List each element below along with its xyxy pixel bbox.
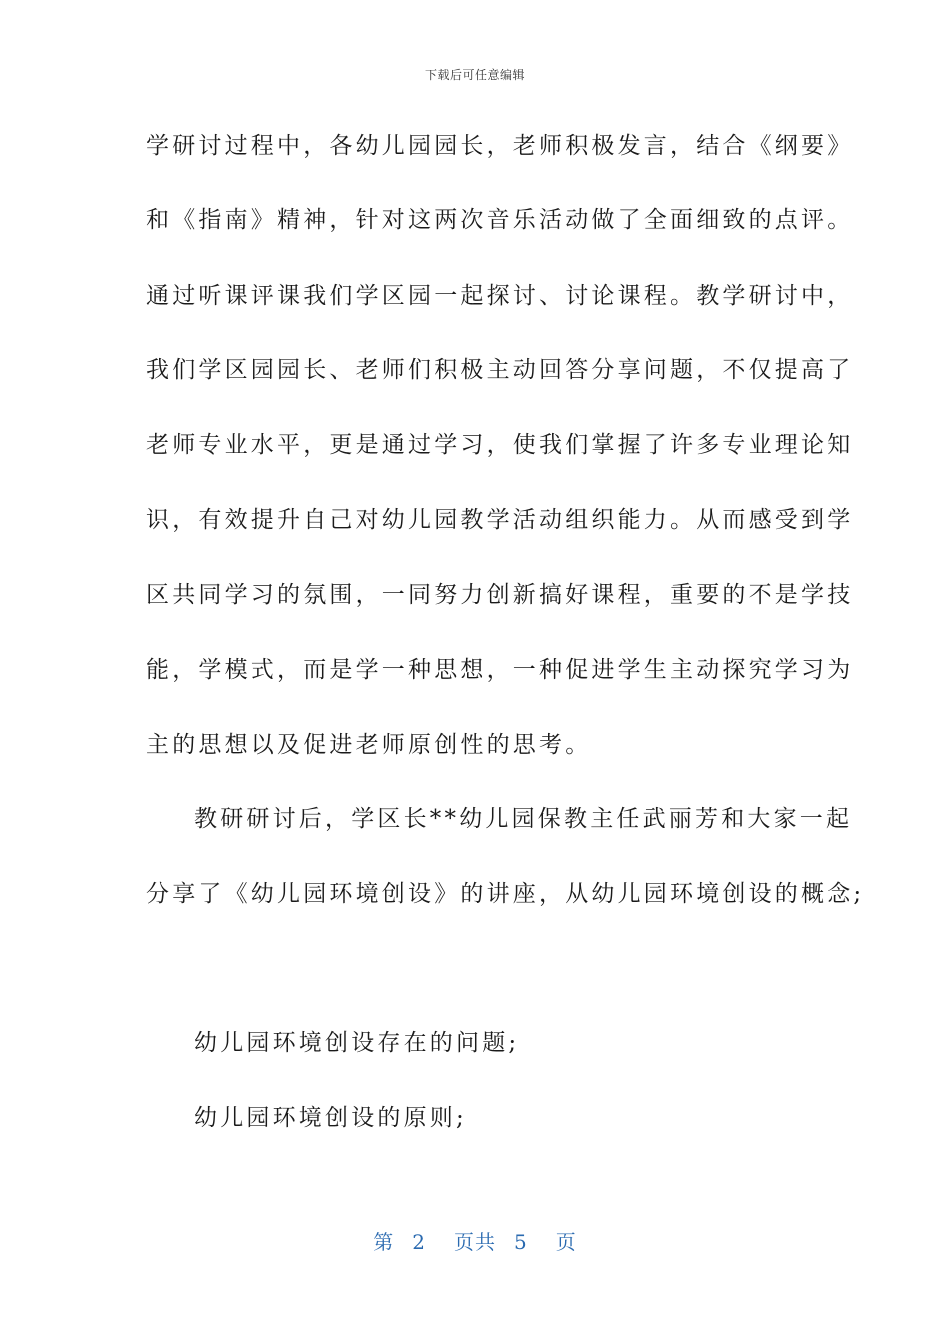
body-line: 主的思想以及促进老师原创性的思考。 [146, 732, 592, 758]
body-line: 我们学区园园长、老师们积极主动回答分享问题，不仅提高了 [146, 357, 854, 383]
body-line: 学研讨过程中，各幼儿园园长，老师积极发言，结合《纲要》 [146, 133, 854, 159]
page-footer [0, 1226, 950, 1255]
body-line: 通过听课评课我们学区园一起探讨、讨论课程。教学研讨中， [146, 283, 854, 309]
body-line: 识，有效提升自己对幼儿园教学活动组织能力。从而感受到学 [146, 507, 854, 533]
page-footer-middle: 页共 [454, 1230, 496, 1254]
body-line: 老师专业水平，更是通过学习，使我们掌握了许多专业理论知 [146, 432, 854, 458]
total-pages-number: 5 [514, 1230, 528, 1254]
body-line: 分享了《幼儿园环境创设》的讲座，从幼儿园环境创设的概念; [146, 881, 865, 907]
body-line-indented: 幼儿园环境创设存在的问题; [194, 1030, 520, 1056]
body-line-indented: 幼儿园环境创设的原则; [194, 1105, 467, 1131]
body-line: 区共同学习的氛围，一同努力创新搞好课程，重要的不是学技 [146, 582, 854, 608]
header-note: 下载后可任意编辑 [424, 68, 525, 82]
body-line: 和《指南》精神，针对这两次音乐活动做了全面细致的点评。 [146, 207, 854, 233]
current-page-number: 2 [412, 1230, 426, 1254]
body-line-indented: 教研研讨后，学区长**幼儿园保教主任武丽芳和大家一起 [194, 806, 853, 832]
page-footer-prefix: 第 [373, 1230, 395, 1254]
page-footer-suffix: 页 [555, 1230, 577, 1254]
body-line: 能，学模式，而是学一种思想，一种促进学生主动探究学习为 [146, 657, 854, 683]
